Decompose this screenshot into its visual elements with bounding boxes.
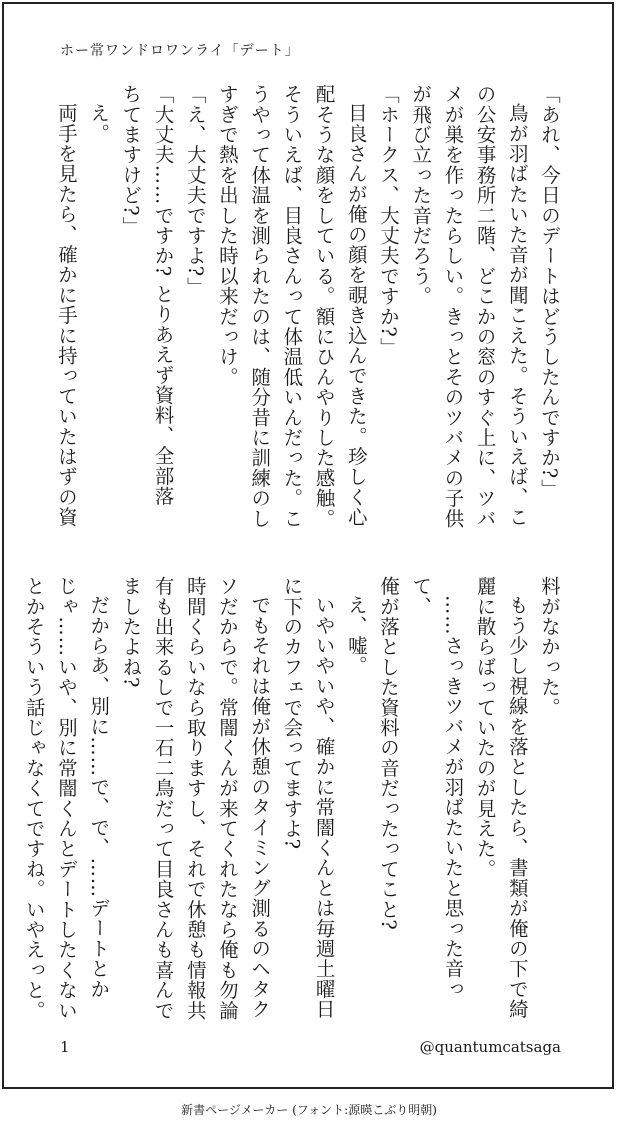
- text-column: の公安事務所二階、どこかの窓のすぐ上に、ツバ: [473, 84, 497, 529]
- text-column: ソだからで。常闇くんが来てくれたなら俺も勿論: [215, 576, 239, 1021]
- text-column: ……さっきツバメが羽ばたいたと思った音って、: [409, 576, 465, 1000]
- text-column: に下のカフェで会ってますよ?: [280, 576, 304, 850]
- text-column: 両手を見たら、確かに手に持っていたはずの資: [54, 103, 78, 528]
- text-column: 時間くらいなら取りますし、それで休憩も情報共: [183, 576, 207, 1021]
- text-column: 「え、大丈夫ですよ?」: [183, 84, 207, 298]
- text-column: そういえば、目良さんって体温低いんだった。こ: [280, 84, 304, 529]
- page-number: 1: [60, 1038, 70, 1056]
- text-column: 料がなかった。: [538, 576, 561, 718]
- text-column: メが巣を作ったらしい。きっとそのツバメの子供: [441, 84, 465, 529]
- text-column: もう少し視線を落としたら、書類が俺の下で綺: [505, 595, 529, 1020]
- text-column: 目良さんが俺の顔を覗き込んできた。珍しく心: [344, 103, 368, 528]
- author-handle: @quantumcatsaga: [419, 1038, 561, 1056]
- text-column: とかそういう話じゃなくてですね。いやえっと。: [22, 576, 46, 1021]
- text-column: 俺が落とした資料の音だったってこと?: [376, 576, 400, 931]
- text-column: すぎで熱を出した時以来だっけ。: [215, 84, 239, 387]
- text-column: ましたよね?: [119, 576, 143, 689]
- text-column: 有も出来るしで一石二鳥だって目良さんも喜んで: [151, 576, 175, 1021]
- page-header-title: ホー常ワンドロワンライ「デート」: [60, 43, 300, 59]
- upper-text-block: [50, 84, 565, 536]
- text-column: 麗に散らばっていたのが見えた。: [473, 576, 497, 879]
- text-column: 「あれ、今日のデートはどうしたんですか?」: [538, 84, 561, 500]
- text-column: 配そうな顔をしている。額にひんやりした感触。: [312, 84, 336, 529]
- text-column: え。: [87, 103, 111, 144]
- text-column: うやって体温を測られたのは、随分昔に訓練のし: [248, 84, 272, 529]
- text-column: 「大丈夫……ですか? とりあえず資料、全部落: [151, 84, 175, 507]
- text-column: 「ホークス、大丈夫ですか?」: [376, 84, 400, 358]
- text-column: え、嘘。: [344, 595, 368, 677]
- text-column: じゃ……いや、別に常闇くんとデートしたくない: [54, 576, 78, 1021]
- text-column: が飛び立った音だろう。: [409, 84, 433, 307]
- text-column: だからあ、別に……で、で、……デートとか: [87, 595, 111, 1000]
- text-column: いやいやいや、確かに常闇くんとは毎週土曜日: [312, 595, 336, 1020]
- text-column: ちてますけど?」: [119, 84, 143, 237]
- novel-page: [2, 2, 614, 1089]
- text-column: でもそれは俺が休憩のタイミング測るのヘタク: [248, 595, 272, 1020]
- text-column: 鳥が羽ばたいた音が聞こえた。そういえば、こ: [505, 103, 529, 528]
- footer-credit: 新書ページメーカー (フォント:源暎こぶり明朝): [181, 1103, 437, 1117]
- lower-text-block: [18, 576, 565, 1028]
